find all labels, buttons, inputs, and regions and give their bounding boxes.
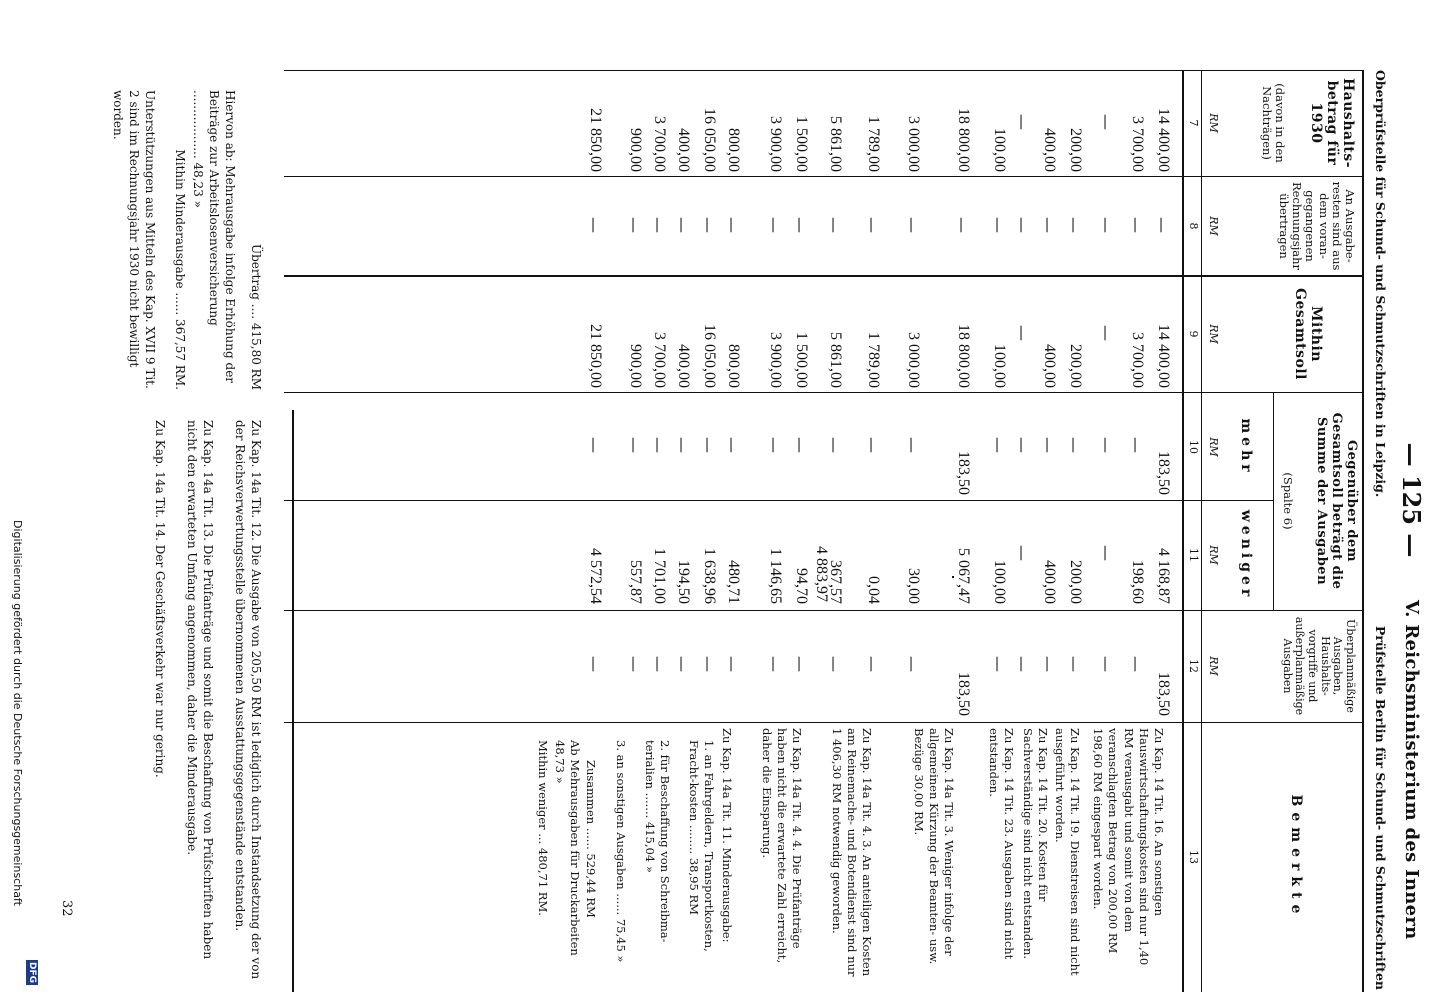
table-cell: 1 500,00 <box>793 332 810 388</box>
col7-note: (davon in den Nachträgen) <box>1259 83 1287 163</box>
table-cell: — <box>1097 217 1116 233</box>
table-cell: 400,00 <box>675 128 692 172</box>
unit-11: RM <box>1207 545 1220 565</box>
table-cell: 400,00 <box>1041 128 1058 172</box>
remark-item-1: 1. an Fahrgeldern, Transportkosten, Fracht-kosten ........ 38,95 RM <box>686 740 716 952</box>
footnote-tit12: Zu Kap. 14a Tit. 12. Die Ausgabe von 205,50 RM ist lediglich durch Instandsetzung der von der Reichsverwertungsstelle übernommenen Ausstattungsgegenstände entstanden. <box>232 420 263 980</box>
table-cell: — <box>1065 656 1084 672</box>
table-cell: 367,57 <box>827 560 844 604</box>
table-cell: — <box>765 437 784 453</box>
table-cell: — <box>1097 545 1116 561</box>
remark-kap14a-tit4-3: Zu Kap. 14a Tit. 4. 3. An anteiligen Kosten am Reinemache- und Botendienst sind nur 1 406,30 RM notwendig geworden. <box>829 728 874 977</box>
unit-9: RM <box>1207 324 1220 344</box>
table-cell: — <box>953 217 972 233</box>
table-cell: 14 400,00 <box>1155 108 1172 172</box>
table-cell: 400,00 <box>675 344 692 388</box>
table-cell: — <box>989 217 1008 233</box>
remark-kap14-tit20: Zu Kap. 14 Tit. 20. Kosten für Sachverständige sind nicht entstanden. <box>1020 728 1050 960</box>
page-number: — 125 — <box>1397 442 1426 558</box>
table-cell: 480,71 <box>725 560 742 604</box>
col-sep <box>284 176 1364 177</box>
table-cell: 30,00 <box>905 568 922 604</box>
table-cell: — <box>673 437 692 453</box>
footnote-result: Mithin Minderausgabe ...... 367,57 RM. <box>173 149 187 390</box>
table-cell: — <box>1127 437 1146 453</box>
subtitle-right: Prüfstelle Berlin für Schund- und Schmutzschriften <box>1373 625 1388 990</box>
table-cell: 3 700,00 <box>1129 332 1146 388</box>
table-cell: 1 701,00 <box>651 548 668 604</box>
table-cell: — <box>673 217 692 233</box>
footnote-tit13: Zu Kap. 14a Tit. 13. Die Prüfanträge und somit die Beschaffung von Prüfschriften haben nicht den erwarteten Umfang angenommen, daher die Minderausgabe. <box>184 420 215 960</box>
table-cell: — <box>723 437 742 453</box>
table-cell: — <box>699 656 718 672</box>
table-cell: 5 067,47 <box>955 548 972 604</box>
unit-rule <box>1201 70 1202 992</box>
header-bottom-rule <box>1183 70 1185 992</box>
table-cell: — <box>765 656 784 672</box>
table-cell: — <box>1127 217 1146 233</box>
col-sep <box>284 275 1364 277</box>
unit-10: RM <box>1207 437 1220 457</box>
remark-result: Mithin weniger ... 480,71 RM. <box>536 740 550 916</box>
table-cell: 800,00 <box>725 128 742 172</box>
remark-kap14-tit19: Zu Kap. 14 Tit. 19. Dienstreisen sind nicht ausgeführt worden. <box>1052 728 1082 976</box>
table-cell: — <box>585 437 604 453</box>
table-cell: 5 861,00 <box>827 116 844 172</box>
col7-title: Haushalts-betrag für 1930 <box>1307 77 1356 169</box>
table-cell: 3 900,00 <box>767 332 784 388</box>
col-sep <box>284 500 1274 501</box>
table-cell: — <box>903 217 922 233</box>
table-cell: 200,00 <box>1067 344 1084 388</box>
table-cell: 194,50 <box>675 560 692 604</box>
table-cell: — <box>903 437 922 453</box>
colnum-9: 9 <box>1187 330 1200 338</box>
table-cell: 1 638,96 <box>701 548 718 604</box>
unit-8: RM <box>1207 216 1220 236</box>
table-cell: 16 050,00 <box>701 324 718 388</box>
table-cell: — <box>1013 437 1032 453</box>
remark-extra: Ab Mehrausgaben für Druckarbeiten 48,73 » <box>552 740 582 956</box>
table-cell: — <box>1097 325 1116 341</box>
table-cell: 14 400,00 <box>1155 324 1172 388</box>
table-cell: — <box>699 217 718 233</box>
table-cell: 18 800,00 <box>955 324 972 388</box>
table-cell: 557,87 <box>627 560 644 604</box>
colnum-8: 8 <box>1187 222 1200 230</box>
table-cell: — <box>585 656 604 672</box>
col-sep <box>284 392 1364 393</box>
table-cell: — <box>765 217 784 233</box>
table-cell: 3 000,00 <box>905 332 922 388</box>
table-cell: — <box>1013 217 1032 233</box>
table-cell: 200,00 <box>1067 128 1084 172</box>
table-cell: 21 850,00 <box>587 108 604 172</box>
col10-title: mehr <box>1238 418 1254 476</box>
table-cell: — <box>1039 217 1058 233</box>
table-cell: — <box>825 437 844 453</box>
table-cell: — <box>1065 437 1084 453</box>
table-cell: — <box>585 217 604 233</box>
table-cell: — <box>649 217 668 233</box>
table-cell: — <box>903 656 922 672</box>
table-cell: — <box>989 437 1008 453</box>
remark-kap14-tit16: Zu Kap. 14 Tit. 16. An sonstigen Hauswirtschaftungskosten sind nur 1,40 RM verausgabt und somit von dem veranschlagten Betrag von 200,00 RM 198,60 RM eingespart worden. <box>1091 728 1166 966</box>
table-cell: — <box>825 656 844 672</box>
col-sep <box>284 610 1364 611</box>
table-cell: 1 500,00 <box>793 116 810 172</box>
footer-page-number: 32 <box>59 900 74 917</box>
table-cell: — <box>649 656 668 672</box>
table-cell: — <box>989 656 1008 672</box>
table-cell: 4 572,54 <box>587 548 604 604</box>
table-cell: — <box>825 217 844 233</box>
table-cell: — <box>1097 114 1116 130</box>
table-cell: 16 050,00 <box>701 108 718 172</box>
table-cell: 100,00 <box>991 560 1008 604</box>
table-cell: 1 789,00 <box>865 116 882 172</box>
table-cell: 400,00 <box>1041 560 1058 604</box>
table-cell: 3 700,00 <box>1129 116 1146 172</box>
table-cell: — <box>791 656 810 672</box>
table-cell: — <box>1039 437 1058 453</box>
remark-kap14a-tit3: Zu Kap. 14a Tit. 3. Weniger infolge der allgemeinen Kürzung der Beamten- usw. Bezüge 30,00 RM. <box>911 728 956 965</box>
group-title: Gegenüber dem Gesamtsoll beträgt die Summe der Ausgaben <box>1314 412 1359 590</box>
table-cell: 1 146,65 <box>767 548 784 604</box>
remark-kap14a-tit11: Zu Kap. 14a Tit. 11. Minderausgabe: <box>720 728 734 943</box>
table-cell: 900,00 <box>627 344 644 388</box>
table-cell: 3 700,00 <box>651 116 668 172</box>
footnote-transfer: Übertrag .... 415,80 RM <box>249 243 263 390</box>
table-cell: 800,00 <box>725 344 742 388</box>
table-cell: — <box>1153 217 1172 233</box>
table-cell: — <box>673 656 692 672</box>
col-sep <box>284 70 1364 71</box>
table-cell: 900,00 <box>627 128 644 172</box>
footnote-support: Unterstützungen aus Mitteln des Kap. XVII 9 Tit. 2 sind im Rechnungsjahr 1930 nicht bewilligt worden. <box>110 90 157 389</box>
table-cell: — <box>625 656 644 672</box>
table-cell: — <box>1039 656 1058 672</box>
unit-12: RM <box>1207 656 1220 676</box>
remark-item-3: 3. an sonstigen Ausgaben ...... 75,45 » <box>614 740 628 963</box>
table-cell: 400,00 <box>1041 344 1058 388</box>
table-cell: 21 850,00 <box>587 324 604 388</box>
subtitle-left: Oberprüfstelle für Schund- und Schmutzschriften in Leipzig. <box>1373 70 1388 498</box>
table-cell: 18 800,00 <box>955 108 972 172</box>
table-cell: 100,00 <box>991 128 1008 172</box>
table-cell: 100,00 <box>991 344 1008 388</box>
table-cell: — <box>791 217 810 233</box>
table-cell: — <box>1127 656 1146 672</box>
colnum-13: 13 <box>1187 850 1200 864</box>
table-cell: 0,04 <box>865 576 882 604</box>
table-cell: 183,50 <box>1155 451 1172 495</box>
table-top-rule <box>1362 70 1364 992</box>
group-rule <box>1273 392 1274 610</box>
table-cell: 183,50 <box>1155 672 1172 716</box>
colnum-12: 12 <box>1187 659 1200 673</box>
col-sep <box>284 722 1364 723</box>
table-cell: — <box>1065 217 1084 233</box>
table-cell: 3 700,00 <box>651 332 668 388</box>
footnote-deduction: Hiervon ab: Mehrausgabe infolge Erhöhung der Beiträge zur Arbeitslosenversicherung .................. 48,23 » <box>190 90 237 384</box>
remark-item-2: 2. für Beschaffung von Schreibma-terialien ....... 415,04 » <box>642 740 672 943</box>
table-cell: — <box>863 437 882 453</box>
subtotal-net: 4 883,97 <box>813 546 830 602</box>
table-cell: — <box>1097 656 1116 672</box>
table-cell: — <box>863 656 882 672</box>
table-cell: 200,00 <box>1067 560 1084 604</box>
table-cell: — <box>649 437 668 453</box>
table-cell: — <box>1013 545 1032 561</box>
table-cell: 5 861,00 <box>827 332 844 388</box>
col11-title: weniger <box>1238 509 1254 601</box>
colnum-7: 7 <box>1187 119 1200 127</box>
table-cell: — <box>1013 325 1032 341</box>
table-cell: — <box>1013 114 1032 130</box>
table-cell: 183,50 <box>955 451 972 495</box>
remark-kap14a-tit4-4: Zu Kap. 14a Tit. 4. 4. Die Prüfanträge haben nicht die erwartete Zahl erreicht, daher die Einsparung. <box>759 728 804 964</box>
table-cell: — <box>723 217 742 233</box>
remark-kap14-tit23: Zu Kap. 14 Tit. 23. Ausgaben sind nicht entstanden. <box>986 728 1016 960</box>
colnum-11: 11 <box>1187 548 1200 562</box>
table-cell: — <box>625 217 644 233</box>
table-cell: — <box>1097 437 1116 453</box>
col13-title: Bemerkte <box>1288 794 1304 920</box>
unit-7: RM <box>1207 113 1220 133</box>
table-cell: 183,50 <box>955 672 972 716</box>
group-note: (Spalte 6) <box>1281 472 1295 530</box>
table-cell: 4 168,87 <box>1155 548 1172 604</box>
remark-sum: Zusammen ...... 529,44 RM <box>584 760 598 918</box>
table-cell: 3 000,00 <box>905 116 922 172</box>
table-cell: — <box>1013 656 1032 672</box>
footnote-tit14: Zu Kap. 14a Tit. 14. Der Geschäftsverkehr war nur gering. <box>153 420 167 778</box>
col9-title: Mithin Gesamtsoll <box>1291 288 1324 380</box>
table-cell: — <box>863 217 882 233</box>
table-cell: — <box>699 437 718 453</box>
digitization-note: Digitalisierung gefördert durch die Deutsche Forschungsgemeinschaft <box>11 520 24 906</box>
table-cell: — <box>625 437 644 453</box>
table-cell: 198,60 <box>1129 560 1146 604</box>
table-cell: — <box>791 437 810 453</box>
table-cell: 3 900,00 <box>767 116 784 172</box>
table-bottom-rule <box>293 410 295 992</box>
table-cell: 1 789,00 <box>865 332 882 388</box>
col8-title: An Ausgabe-resten sind aus dem voran-gegangenen Rechnungsjahr übertragen <box>1276 181 1357 271</box>
page-title: V. Reichsministerium des Innern <box>1401 600 1422 940</box>
table-cell: 94,70 <box>793 568 810 604</box>
colnum-10: 10 <box>1187 440 1200 454</box>
table-cell: — <box>723 656 742 672</box>
dfg-logo: DFG <box>27 962 37 984</box>
col12-title: Überplanmäßige Ausgaben, Haushalts-vorgriffe und außerplanmäßige Ausgaben <box>1280 616 1357 716</box>
